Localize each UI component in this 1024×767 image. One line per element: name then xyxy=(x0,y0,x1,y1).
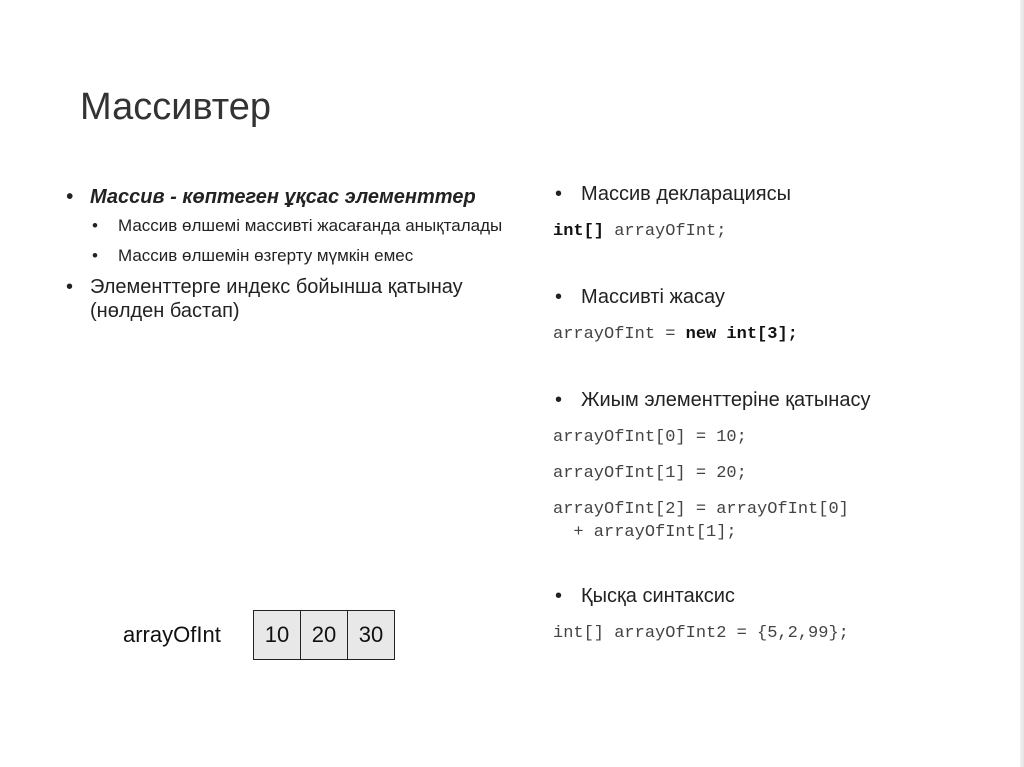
code-keyword: int[] xyxy=(553,222,605,241)
array-label: arrayOfInt xyxy=(123,622,221,647)
sub-bullet-size-defined: • Массив өлшемі массивті жасағанда анықталады xyxy=(62,215,512,237)
code-assign-2: arrayOfInt[2] = arrayOfInt[0] + arrayOfInt[1]; xyxy=(553,500,849,542)
bullet-short-syntax: • Қысқа синтаксис xyxy=(553,582,993,610)
bullet-array-definition: • Массив - көптеген ұқсас элементтер xyxy=(62,185,512,209)
code-short-syntax: int[] arrayOfInt2 = {5,2,99}; xyxy=(553,624,849,643)
bullet-declaration: • Массив декларациясы xyxy=(553,180,993,208)
array-cell: 20 xyxy=(301,611,348,659)
code-text: arrayOfInt; xyxy=(604,222,727,241)
slide-title: Массивтер xyxy=(80,86,272,128)
array-cell: 10 xyxy=(254,611,301,659)
code-keyword: new int[3]; xyxy=(685,325,798,344)
code-creation xyxy=(553,323,993,346)
array-diagram xyxy=(253,610,395,660)
code-assign-1: arrayOfInt[1] = 20; xyxy=(553,464,747,483)
code-text: arrayOfInt = xyxy=(553,325,686,344)
left-column xyxy=(62,185,512,329)
right-column xyxy=(553,180,993,645)
code-assign-0: arrayOfInt[0] = 10; xyxy=(553,428,747,447)
array-cell: 30 xyxy=(358,622,384,647)
code-declaration xyxy=(553,220,993,243)
slide-edge xyxy=(1020,0,1024,767)
bullet-creation: • Массивті жасау xyxy=(553,283,993,311)
bullet-element-access: • Жиым элементтеріне қатынасу xyxy=(553,386,993,414)
bullet-index-access: • Элементтерге индекс бойынша қатынау (нөлден бастап) xyxy=(62,275,512,323)
sub-bullet-size-fixed: • Массив өлшемін өзгерту мүмкін емес xyxy=(62,245,512,267)
